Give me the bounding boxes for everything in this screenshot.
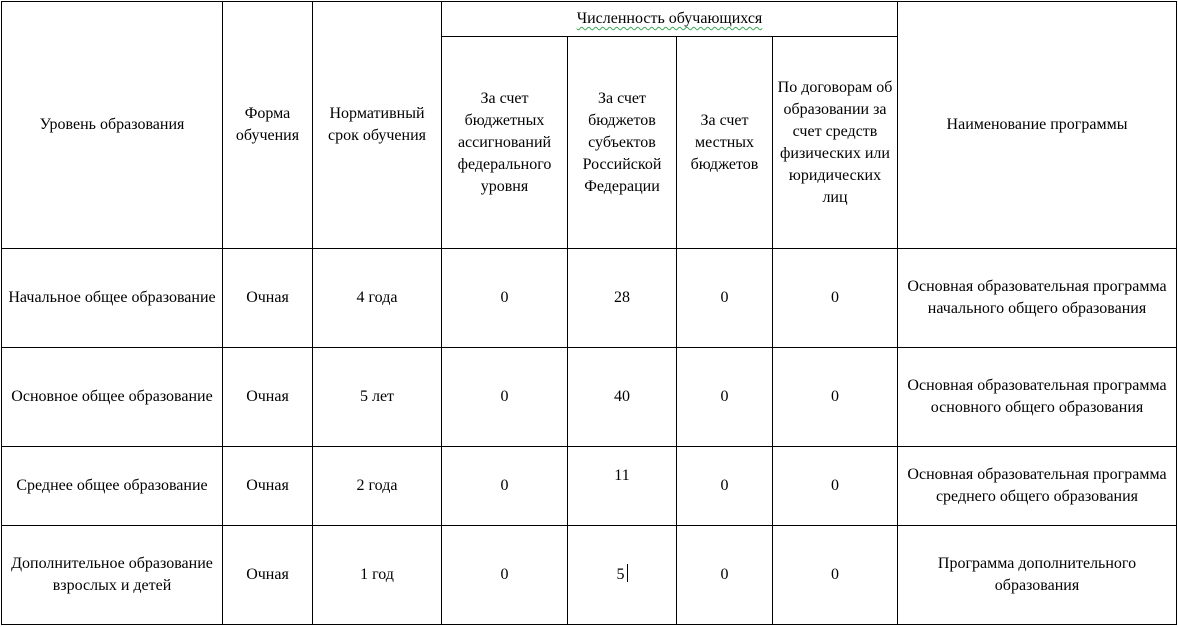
cell-local: 0 — [677, 348, 773, 447]
table-row — [2, 526, 1177, 625]
cell-form: Очная — [223, 526, 313, 625]
header-enrollment-label: Численность обучающихся — [576, 10, 763, 27]
text-cursor — [627, 564, 628, 582]
cell-contract: 0 — [773, 526, 898, 625]
cell-form: Очная — [223, 447, 313, 526]
header-regional: За счет бюджетов субъектов Российской Федерации — [568, 37, 677, 249]
cell-regional-value[interactable]: 5 — [616, 566, 625, 583]
cell-program: Основная образовательная программа среднего общего образования — [898, 447, 1177, 526]
cell-federal: 0 — [442, 526, 568, 625]
header-level: Уровень образования — [2, 2, 223, 249]
header-enrollment-group — [442, 2, 898, 37]
cell-term: 1 год — [313, 526, 442, 625]
table-row — [2, 348, 1177, 447]
cell-term: 5 лет — [313, 348, 442, 447]
cell-level: Основное общее образование — [2, 348, 223, 447]
cell-regional-value: 11 — [614, 467, 630, 484]
cell-contract: 0 — [773, 249, 898, 348]
cell-local: 0 — [677, 526, 773, 625]
table-row — [2, 249, 1177, 348]
header-federal: За счет бюджетных ассигнований федерального уровня — [442, 37, 568, 249]
header-row-1 — [2, 2, 1177, 37]
cell-federal: 0 — [442, 447, 568, 526]
header-local: За счет местных бюджетов — [677, 37, 773, 249]
enrollment-table — [1, 1, 1177, 625]
cell-term: 2 года — [313, 447, 442, 526]
cell-regional: 28 — [568, 249, 677, 348]
cell-term: 4 года — [313, 249, 442, 348]
header-contract: По договорам об образовании за счет средств физических или юридических лиц — [773, 37, 898, 249]
header-form: Форма обучения — [223, 2, 313, 249]
cell-regional — [568, 447, 677, 526]
cell-federal: 0 — [442, 249, 568, 348]
cell-level: Среднее общее образование — [2, 447, 223, 526]
header-term: Нормативный срок обучения — [313, 2, 442, 249]
cell-form: Очная — [223, 348, 313, 447]
cell-program: Основная образовательная программа начального общего образования — [898, 249, 1177, 348]
cell-contract: 0 — [773, 348, 898, 447]
header-program: Наименование программы — [898, 2, 1177, 249]
cell-local: 0 — [677, 447, 773, 526]
table-row — [2, 447, 1177, 526]
cell-level: Дополнительное образование взрослых и детей — [2, 526, 223, 625]
cell-contract: 0 — [773, 447, 898, 526]
cell-program: Программа дополнительного образования — [898, 526, 1177, 625]
cell-regional: 40 — [568, 348, 677, 447]
cell-local: 0 — [677, 249, 773, 348]
cell-regional[interactable] — [568, 526, 677, 625]
cell-form: Очная — [223, 249, 313, 348]
cell-federal: 0 — [442, 348, 568, 447]
cell-program: Основная образовательная программа основного общего образования — [898, 348, 1177, 447]
cell-level: Начальное общее образование — [2, 249, 223, 348]
